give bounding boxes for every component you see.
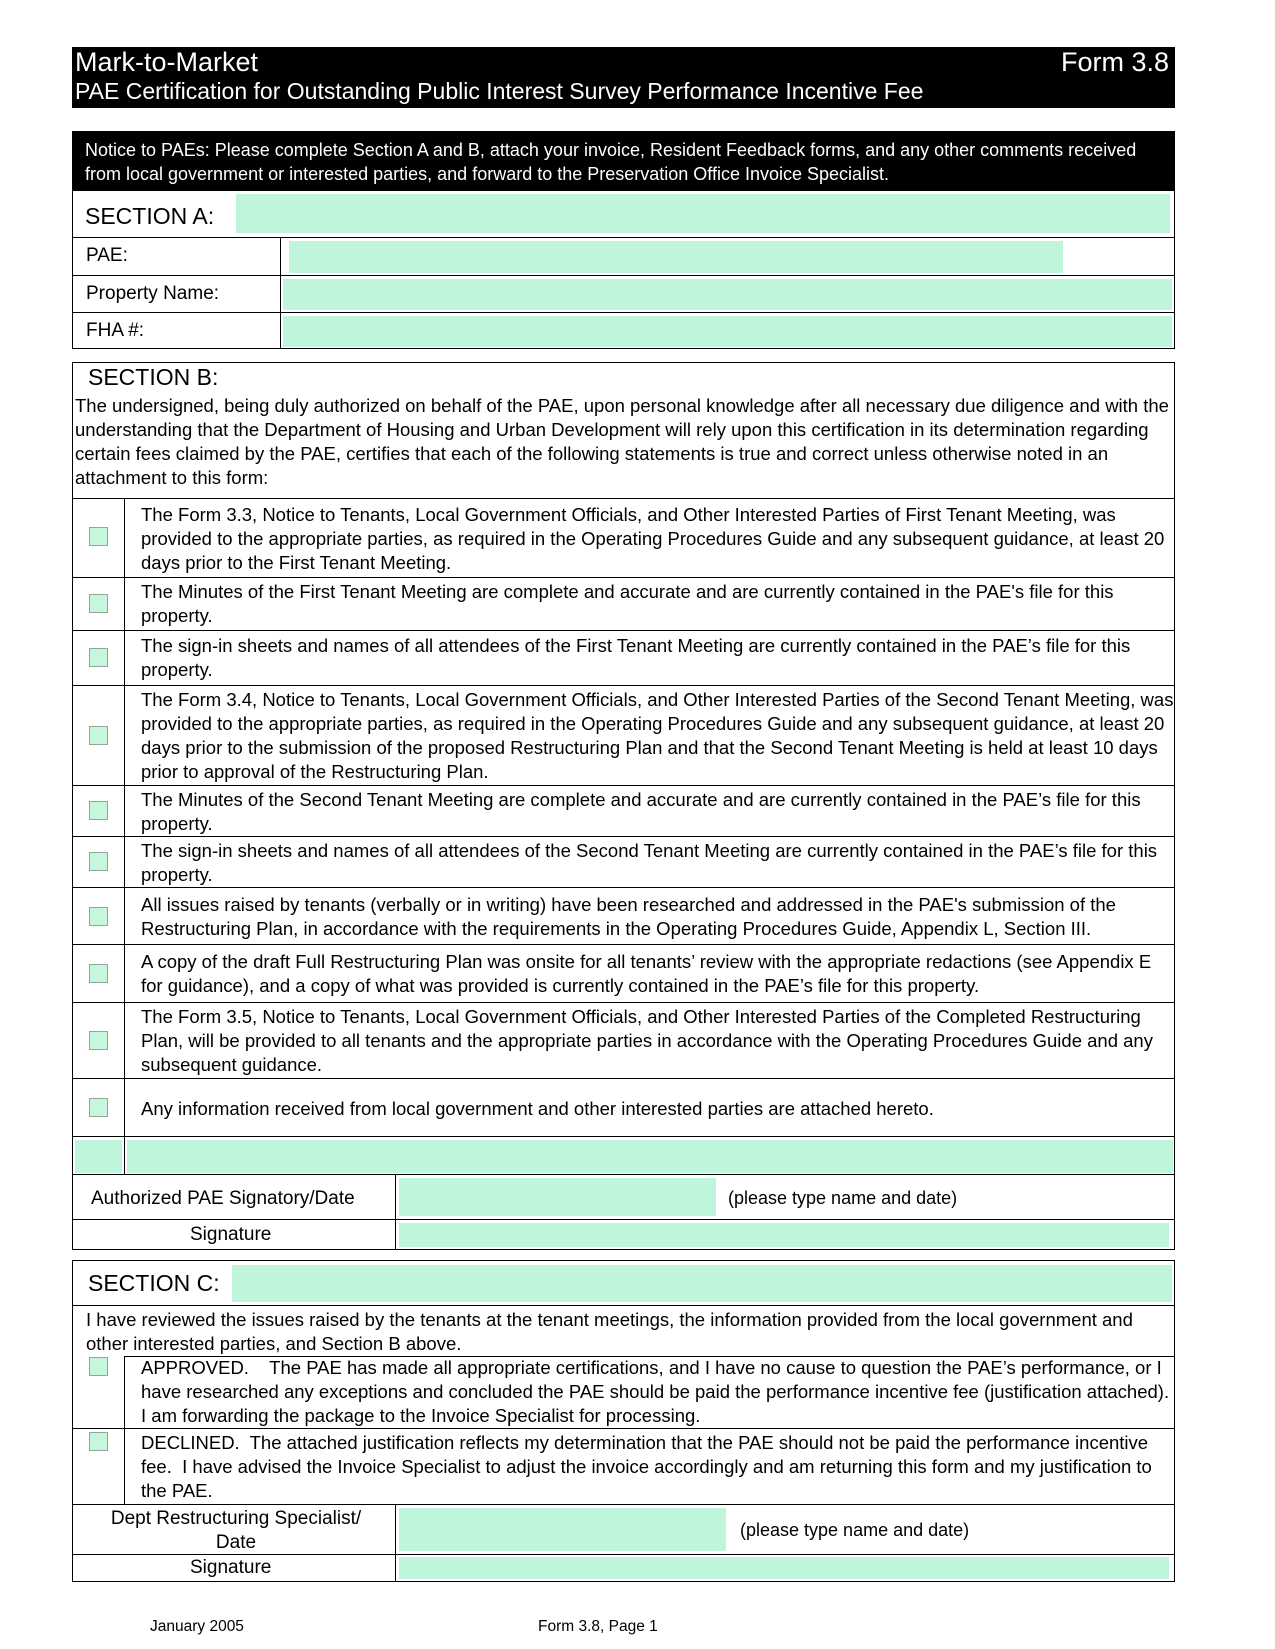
divider: [280, 237, 281, 349]
approved-text: APPROVED. The PAE has made all appropriate certifications, and I have no cause to question the PAE’s performance, or I have researched any exceptions and concluded the PAE should be paid the performance incentive fee (justification attached). I am forwarding the package to the Invoice Specialist for processing.: [141, 1357, 1180, 1426]
approved-checkbox[interactable]: [89, 1357, 108, 1376]
signature-label: Signature: [190, 1224, 272, 1245]
type-hint-c: (please type name and date): [740, 1520, 970, 1540]
specialist-field[interactable]: [399, 1508, 726, 1551]
section-b-heading: SECTION B:: [88, 364, 219, 390]
divider: [72, 1002, 1175, 1003]
divider: [72, 312, 1175, 313]
form-title: Mark-to-Market: [75, 47, 259, 77]
item-1-text: The Form 3.3, Notice to Tenants, Local Government Officials, and Other Interested Parties of First Tenant Meeting, was provided to the appropriate parties, as required in the Operating Procedures Guide and any subsequent guidance, at least 20 days prior to the First Tenant Meeting.: [141, 504, 1165, 573]
divider: [72, 1136, 1175, 1137]
item-10-checkbox[interactable]: [89, 1098, 108, 1117]
divider: [72, 887, 1175, 888]
divider: [72, 275, 1175, 276]
item-8-text: A copy of the draft Full Restructuring Plan was onsite for all tenants’ review with the appropriate redactions (see Appendix E for guidance), and a copy of what was provided is currently contained in the PAE’s file for this property.: [141, 951, 1152, 996]
section-a-field[interactable]: [236, 194, 1170, 233]
property-name-label: Property Name:: [86, 283, 220, 304]
item-6-text: The sign-in sheets and names of all attendees of the Second Tenant Meeting are currently contained in the PAE’s file for this property.: [141, 840, 1158, 885]
divider: [72, 1554, 1175, 1555]
divider: [72, 1428, 1175, 1429]
section-c-heading: SECTION C:: [88, 1270, 220, 1296]
item-6-checkbox[interactable]: [89, 852, 108, 871]
signature-field-c[interactable]: [399, 1557, 1169, 1579]
declined-checkbox[interactable]: [89, 1432, 108, 1451]
item-7-text: All issues raised by tenants (verbally or in writing) have been researched and addressed in the PAE's submission of the Restructuring Plan, in accordance with the requirements in the Operating Procedures Guide, Appendix L, Section III.: [141, 894, 1116, 939]
divider: [72, 685, 1175, 686]
item-2-text: The Minutes of the First Tenant Meeting are complete and accurate and are currently contained in the PAE's file for this property.: [141, 581, 1114, 626]
divider: [72, 836, 1175, 837]
item-4-text: The Form 3.4, Notice to Tenants, Local Government Officials, and Other Interested Parties of the Second Tenant Meeting, was provided to the appropriate parties, as required in the Operating Procedures Guide and any subsequent guidance, at least 20 days prior to the submission of the proposed Restructuring Plan and that the Second Tenant Meeting is held at least 10 days prior to approval of the Restructuring Plan.: [141, 689, 1174, 782]
item-9-checkbox[interactable]: [89, 1031, 108, 1050]
fha-number-field[interactable]: [283, 316, 1172, 347]
divider: [72, 630, 1175, 631]
pae-field[interactable]: [289, 241, 1063, 273]
signature-label-c: Signature: [190, 1557, 272, 1578]
signatory-label: Authorized PAE Signatory/Date: [91, 1188, 355, 1209]
footer-date: January 2005: [150, 1618, 244, 1635]
divider: [72, 1504, 1175, 1505]
footer-page: Form 3.8, Page 1: [538, 1618, 658, 1635]
item-9-text: The Form 3.5, Notice to Tenants, Local Government Officials, and Other Interested Parties of the Completed Restructuring Plan, will be provided to all tenants and the appropriate parties in accordance with the Operating Procedures Guide and any subsequent guidance.: [141, 1006, 1153, 1075]
signature-field[interactable]: [399, 1223, 1169, 1247]
item-2-checkbox[interactable]: [89, 594, 108, 613]
form-header: [72, 47, 1175, 108]
divider: [72, 785, 1175, 786]
section-b-intro: The undersigned, being duly authorized on behalf of the PAE, upon personal knowledge after all necessary due diligence and with the understanding that the Department of Housing and Urban Development will rely upon this certification in its determination regarding certain fees claimed by the PAE, certifies that each of the following statements is true and correct unless otherwise noted in an attachment to this form:: [75, 395, 1169, 488]
divider: [72, 1219, 1175, 1220]
divider: [124, 1356, 125, 1504]
section-a-heading: SECTION A:: [85, 203, 215, 229]
specialist-label: Dept Restructuring Specialist/ Date: [110, 1508, 362, 1553]
comment-field[interactable]: [127, 1140, 1173, 1173]
item-3-checkbox[interactable]: [89, 648, 108, 667]
signatory-field[interactable]: [399, 1178, 716, 1216]
divider: [72, 498, 1175, 499]
item-comment-cell-left[interactable]: [75, 1140, 122, 1173]
item-10-text: Any information received from local government and other interested parties are attached hereto.: [141, 1098, 934, 1119]
form-subtitle: PAE Certification for Outstanding Public Interest Survey Performance Incentive Fee: [75, 78, 924, 104]
section-c-field[interactable]: [232, 1265, 1172, 1302]
section-c-intro: I have reviewed the issues raised by the tenants at the tenant meetings, the information provided from the local government and other interested parties, and Section B above.: [86, 1309, 1133, 1354]
divider: [72, 237, 1175, 238]
divider: [395, 1174, 396, 1250]
item-7-checkbox[interactable]: [89, 907, 108, 926]
fha-number-label: FHA #:: [86, 320, 145, 341]
item-5-text: The Minutes of the Second Tenant Meeting are complete and accurate and are currently contained in the PAE’s file for this property.: [141, 789, 1141, 834]
declined-text: DECLINED. The attached justification reflects my determination that the PAE should not be paid the performance incentive fee. I have advised the Invoice Specialist to adjust the invoice accordingly and am returning this form and my justification to the PAE.: [141, 1432, 1157, 1501]
divider: [395, 1504, 396, 1582]
form-number: Form 3.8: [1060, 47, 1169, 77]
item-8-checkbox[interactable]: [89, 964, 108, 983]
divider: [72, 1305, 1175, 1306]
notice-text: Notice to PAEs: Please complete Section A and B, attach your invoice, Resident Feedback forms, and any other comments received from local government or interested parties, and forward to the Preservation Office Invoice Specialist.: [85, 140, 1137, 184]
pae-label: PAE:: [86, 245, 128, 266]
item-5-checkbox[interactable]: [89, 801, 108, 820]
item-4-checkbox[interactable]: [89, 726, 108, 745]
property-name-field[interactable]: [283, 279, 1172, 310]
item-3-text: The sign-in sheets and names of all attendees of the First Tenant Meeting are currently contained in the PAE’s file for this property.: [141, 635, 1131, 680]
item-1-checkbox[interactable]: [89, 527, 108, 546]
divider: [72, 577, 1175, 578]
notice-box: [72, 131, 1175, 190]
divider: [72, 944, 1175, 945]
divider: [72, 1078, 1175, 1079]
divider: [72, 1174, 1175, 1175]
type-hint: (please type name and date): [728, 1188, 958, 1208]
